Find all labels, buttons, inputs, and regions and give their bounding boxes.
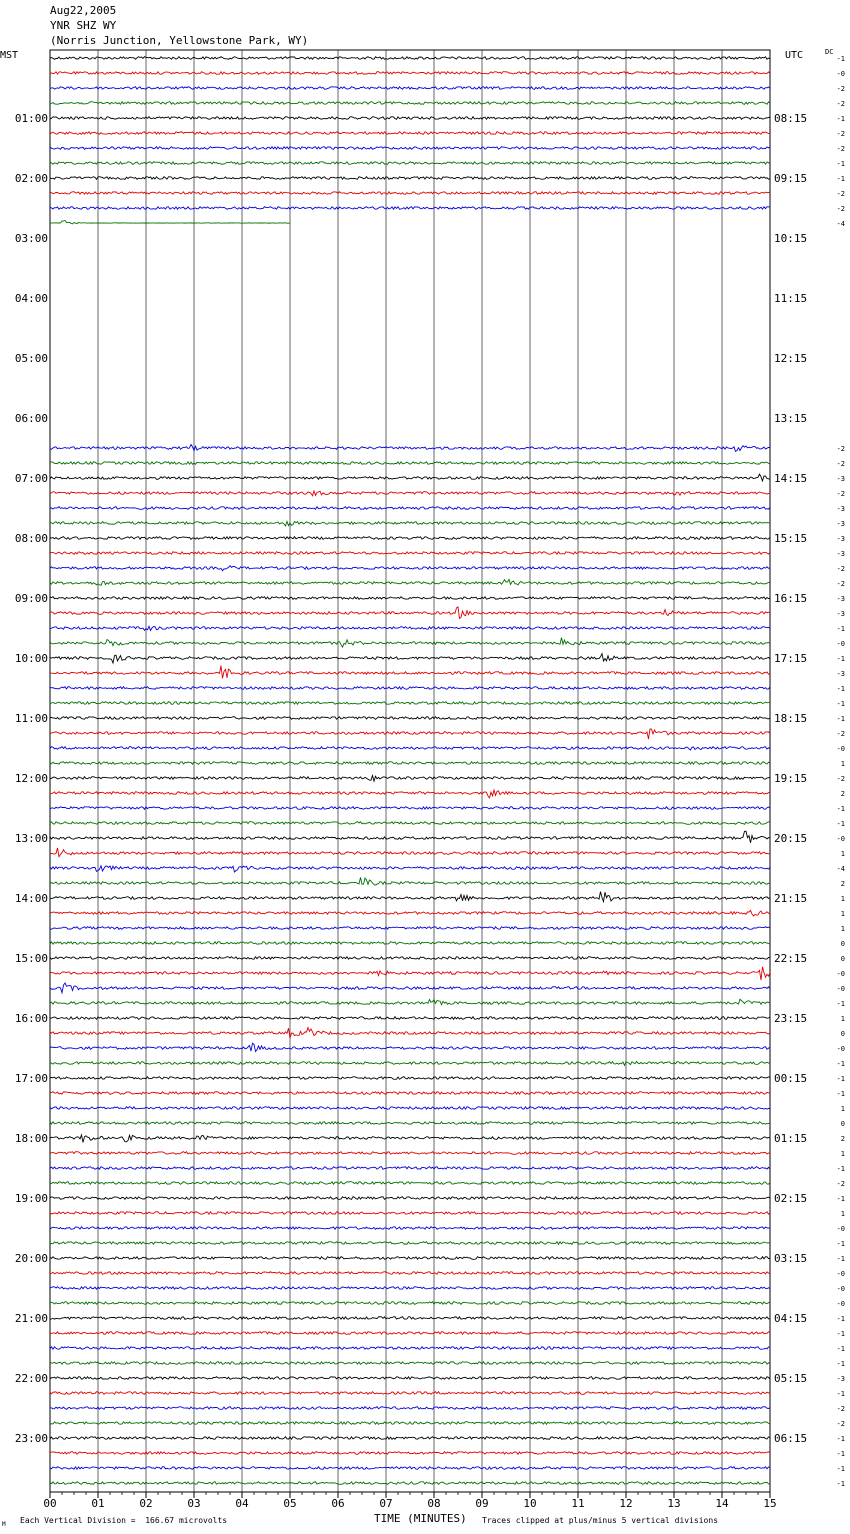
- dc-offset-label: 1: [840, 760, 845, 768]
- mst-tick-label: 07:00: [14, 472, 48, 485]
- left-axis-title: MST: [0, 50, 19, 61]
- dc-offset-label: -2: [836, 100, 845, 108]
- utc-tick-label: 16:15: [774, 592, 808, 605]
- trace-67: [50, 1061, 770, 1065]
- x-tick-label: 12: [619, 1497, 633, 1510]
- trace-57: [50, 910, 770, 916]
- dc-offset-label: -1: [836, 1465, 845, 1473]
- dc-offset-label: 0: [840, 1030, 845, 1038]
- dc-offset-label: -3: [836, 1375, 845, 1383]
- trace-28: [50, 474, 770, 481]
- utc-tick-label: 13:15: [774, 412, 808, 425]
- trace-71: [50, 1122, 770, 1125]
- x-tick-label: 06: [331, 1497, 345, 1510]
- trace-9: [50, 192, 770, 195]
- trace-72: [50, 1135, 770, 1143]
- dc-offset-label: -1: [836, 1000, 845, 1008]
- trace-36: [50, 597, 770, 600]
- dc-offset-label: -1: [836, 1255, 845, 1263]
- trace-34: [50, 566, 770, 571]
- dc-offset-label: -2: [836, 85, 845, 93]
- dc-offset-label: -2: [836, 1405, 845, 1413]
- x-tick-label: 03: [187, 1497, 201, 1510]
- dc-offset-label: -2: [836, 775, 845, 783]
- mst-tick-label: 15:00: [14, 952, 48, 965]
- dc-offset-label: 1: [840, 1015, 845, 1023]
- trace-65: [50, 1028, 770, 1039]
- dc-offset-label: -1: [836, 1240, 845, 1248]
- utc-tick-label: 12:15: [774, 352, 808, 365]
- utc-tick-label: 10:15: [774, 232, 808, 245]
- utc-tick-label: 17:15: [774, 652, 808, 665]
- dc-offset-label: -1: [836, 1360, 845, 1368]
- trace-80: [50, 1257, 770, 1260]
- dc-offset-label: 0: [840, 955, 845, 963]
- trace-77: [50, 1212, 770, 1215]
- dc-offset-label: -3: [836, 670, 845, 678]
- trace-32: [50, 537, 770, 540]
- clip-note: Traces clipped at plus/minus 5 vertical divisions: [482, 1516, 719, 1525]
- dc-offset-label: 1: [840, 1150, 845, 1158]
- trace-10: [50, 207, 770, 210]
- x-tick-label: 02: [139, 1497, 153, 1510]
- dc-offset-label: 1: [840, 925, 845, 933]
- dc-offset-label: -3: [836, 595, 845, 603]
- trace-41: [50, 666, 770, 679]
- trace-6: [50, 147, 770, 150]
- trace-90: [50, 1407, 770, 1410]
- dc-offset-label: -1: [836, 700, 845, 708]
- trace-74: [50, 1167, 770, 1170]
- dc-offset-label: -1: [836, 1435, 845, 1443]
- trace-31: [50, 521, 770, 526]
- utc-tick-label: 11:15: [774, 292, 808, 305]
- trace-93: [50, 1452, 770, 1455]
- utc-tick-label: 22:15: [774, 952, 808, 965]
- trace-58: [50, 927, 770, 930]
- trace-51: [50, 822, 770, 825]
- trace-44: [50, 717, 770, 720]
- x-tick-label: 09: [475, 1497, 489, 1510]
- trace-73: [50, 1152, 770, 1155]
- dc-offset-label: -1: [836, 1345, 845, 1353]
- dc-offset-label: -1: [836, 1315, 845, 1323]
- dc-offset-label: -0: [836, 70, 845, 78]
- mst-tick-label: 13:00: [14, 832, 48, 845]
- trace-83: [50, 1302, 770, 1305]
- trace-87: [50, 1362, 770, 1365]
- mst-tick-label: 22:00: [14, 1372, 48, 1385]
- utc-tick-label: 21:15: [774, 892, 808, 905]
- trace-35: [50, 579, 770, 585]
- dc-offset-label: -1: [836, 1450, 845, 1458]
- dc-offset-label: -0: [836, 1270, 845, 1278]
- dc-offset-label: -1: [836, 1060, 845, 1068]
- trace-85: [50, 1332, 770, 1335]
- dc-offset-label: -3: [836, 520, 845, 528]
- dc-offset-label: 0: [840, 1120, 845, 1128]
- mst-tick-label: 08:00: [14, 532, 48, 545]
- mst-tick-label: 21:00: [14, 1312, 48, 1325]
- trace-38: [50, 626, 770, 630]
- trace-40: [50, 654, 770, 663]
- trace-95: [50, 1482, 770, 1485]
- dc-offset-label: -2: [836, 730, 845, 738]
- trace-64: [50, 1017, 770, 1020]
- dc-offset-label: -0: [836, 745, 845, 753]
- trace-79: [50, 1242, 770, 1245]
- trace-66: [50, 1043, 770, 1051]
- trace-49: [50, 790, 770, 798]
- trace-33: [50, 552, 770, 555]
- dc-offset-label: -1: [836, 1075, 845, 1083]
- trace-76: [50, 1197, 770, 1200]
- x-tick-label: 10: [523, 1497, 537, 1510]
- trace-69: [50, 1092, 770, 1095]
- utc-tick-label: 18:15: [774, 712, 808, 725]
- utc-tick-label: 09:15: [774, 172, 808, 185]
- x-tick-label: 14: [715, 1497, 729, 1510]
- trace-4: [50, 117, 770, 120]
- dc-offset-label: 1: [840, 1210, 845, 1218]
- dc-offset-label: -3: [836, 550, 845, 558]
- dc-offset-label: -1: [836, 1165, 845, 1173]
- trace-88: [50, 1377, 770, 1380]
- dc-offset-label: -1: [836, 55, 845, 63]
- dc-offset-label: -0: [836, 1285, 845, 1293]
- mst-tick-label: 03:00: [14, 232, 48, 245]
- dc-offset-label: -2: [836, 205, 845, 213]
- trace-11: [50, 220, 290, 224]
- x-tick-label: 01: [91, 1497, 105, 1510]
- trace-75: [50, 1182, 770, 1185]
- trace-8: [50, 177, 770, 180]
- mst-tick-label: 23:00: [14, 1432, 48, 1445]
- utc-tick-label: 03:15: [774, 1252, 808, 1265]
- trace-27: [50, 462, 770, 465]
- mst-tick-label: 18:00: [14, 1132, 48, 1145]
- dc-offset-label: -0: [836, 1300, 845, 1308]
- dc-offset-label: 2: [840, 790, 845, 798]
- dc-offset-label: -1: [836, 1330, 845, 1338]
- utc-tick-label: 06:15: [774, 1432, 808, 1445]
- utc-tick-label: 01:15: [774, 1132, 808, 1145]
- dc-offset-label: 0: [840, 940, 845, 948]
- mst-tick-label: 04:00: [14, 292, 48, 305]
- trace-81: [50, 1272, 770, 1275]
- trace-82: [50, 1287, 770, 1290]
- x-axis-title: TIME (MINUTES): [374, 1512, 467, 1525]
- trace-39: [50, 638, 770, 648]
- corner-mark: M: [2, 1521, 6, 1528]
- trace-78: [50, 1227, 770, 1230]
- plot-frame: [50, 50, 770, 1492]
- mst-tick-label: 14:00: [14, 892, 48, 905]
- trace-0: [50, 57, 770, 60]
- trace-61: [50, 967, 770, 980]
- trace-92: [50, 1437, 770, 1440]
- mst-tick-label: 06:00: [14, 412, 48, 425]
- x-tick-label: 15: [763, 1497, 777, 1510]
- trace-54: [50, 866, 770, 872]
- dc-offset-label: -0: [836, 835, 845, 843]
- utc-tick-label: 02:15: [774, 1192, 808, 1205]
- trace-5: [50, 132, 770, 135]
- dc-offset-label: -2: [836, 190, 845, 198]
- dc-offset-label: -1: [836, 1195, 845, 1203]
- x-tick-label: 08: [427, 1497, 441, 1510]
- x-tick-label: 00: [43, 1497, 57, 1510]
- dc-label: DC: [825, 48, 834, 56]
- trace-43: [50, 702, 770, 705]
- trace-89: [50, 1392, 770, 1395]
- dc-offset-label: -2: [836, 580, 845, 588]
- dc-offset-label: -1: [836, 1480, 845, 1488]
- dc-offset-label: -3: [836, 610, 845, 618]
- mst-tick-label: 16:00: [14, 1012, 48, 1025]
- trace-86: [50, 1347, 770, 1350]
- dc-offset-label: -3: [836, 475, 845, 483]
- trace-84: [50, 1317, 770, 1320]
- dc-offset-label: -1: [836, 715, 845, 723]
- mst-tick-label: 11:00: [14, 712, 48, 725]
- right-axis-title: UTC: [785, 50, 804, 61]
- dc-offset-label: -1: [836, 175, 845, 183]
- mst-tick-label: 10:00: [14, 652, 48, 665]
- trace-47: [50, 762, 770, 765]
- utc-tick-label: 08:15: [774, 112, 808, 125]
- x-tick-label: 07: [379, 1497, 393, 1510]
- dc-offset-label: -1: [836, 115, 845, 123]
- trace-7: [50, 162, 770, 165]
- utc-tick-label: 05:15: [774, 1372, 808, 1385]
- trace-42: [50, 687, 770, 690]
- trace-62: [50, 983, 770, 993]
- dc-offset-label: 1: [840, 910, 845, 918]
- x-tick-label: 11: [571, 1497, 585, 1510]
- dc-offset-label: -4: [836, 220, 845, 228]
- trace-55: [50, 877, 770, 885]
- header-date: Aug22,2005: [50, 4, 117, 17]
- trace-26: [50, 445, 770, 452]
- trace-56: [50, 892, 770, 902]
- dc-offset-label: -2: [836, 130, 845, 138]
- header-location: (Norris Junction, Yellowstone Park, WY): [50, 34, 309, 47]
- mst-tick-label: 05:00: [14, 352, 48, 365]
- trace-91: [50, 1422, 770, 1425]
- dc-offset-label: -1: [836, 1090, 845, 1098]
- mst-tick-label: 01:00: [14, 112, 48, 125]
- utc-tick-label: 15:15: [774, 532, 808, 545]
- dc-offset-label: -1: [836, 1390, 845, 1398]
- dc-offset-label: -0: [836, 970, 845, 978]
- dc-offset-label: -0: [836, 640, 845, 648]
- dc-offset-label: -2: [836, 490, 845, 498]
- trace-37: [50, 607, 770, 619]
- dc-offset-label: 1: [840, 895, 845, 903]
- dc-offset-label: 1: [840, 1105, 845, 1113]
- trace-29: [50, 491, 770, 496]
- dc-offset-label: -1: [836, 685, 845, 693]
- dc-offset-label: -1: [836, 820, 845, 828]
- dc-offset-label: -0: [836, 985, 845, 993]
- trace-50: [50, 807, 770, 810]
- mst-tick-label: 09:00: [14, 592, 48, 605]
- dc-offset-label: 1: [840, 850, 845, 858]
- trace-68: [50, 1077, 770, 1080]
- dc-offset-label: 2: [840, 880, 845, 888]
- dc-offset-label: -2: [836, 460, 845, 468]
- dc-offset-label: -0: [836, 1225, 845, 1233]
- mst-tick-label: 20:00: [14, 1252, 48, 1265]
- dc-offset-label: -0: [836, 1045, 845, 1053]
- utc-tick-label: 00:15: [774, 1072, 808, 1085]
- x-tick-label: 13: [667, 1497, 681, 1510]
- trace-46: [50, 747, 770, 750]
- trace-94: [50, 1467, 770, 1470]
- trace-2: [50, 87, 770, 90]
- trace-60: [50, 957, 770, 960]
- trace-1: [50, 72, 770, 75]
- utc-tick-label: 20:15: [774, 832, 808, 845]
- utc-tick-label: 19:15: [774, 772, 808, 785]
- trace-48: [50, 776, 770, 782]
- dc-offset-label: -2: [836, 445, 845, 453]
- dc-offset-label: -1: [836, 160, 845, 168]
- dc-offset-label: -2: [836, 1180, 845, 1188]
- mst-tick-label: 19:00: [14, 1192, 48, 1205]
- trace-59: [50, 942, 770, 945]
- mst-tick-label: 12:00: [14, 772, 48, 785]
- trace-45: [50, 729, 770, 739]
- dc-offset-label: -3: [836, 535, 845, 543]
- dc-offset-label: -1: [836, 805, 845, 813]
- x-tick-label: 05: [283, 1497, 297, 1510]
- dc-offset-label: -3: [836, 505, 845, 513]
- trace-53: [50, 848, 770, 857]
- dc-offset-label: -1: [836, 655, 845, 663]
- trace-52: [50, 831, 770, 843]
- trace-63: [50, 999, 770, 1004]
- header-station: YNR SHZ WY: [50, 19, 117, 32]
- dc-offset-label: -2: [836, 1420, 845, 1428]
- dc-offset-label: -1: [836, 625, 845, 633]
- dc-offset-label: -2: [836, 145, 845, 153]
- utc-tick-label: 14:15: [774, 472, 808, 485]
- dc-offset-label: 2: [840, 1135, 845, 1143]
- dc-offset-label: -4: [836, 865, 845, 873]
- dc-offset-label: -2: [836, 565, 845, 573]
- trace-30: [50, 507, 770, 510]
- mst-tick-label: 17:00: [14, 1072, 48, 1085]
- x-tick-label: 04: [235, 1497, 249, 1510]
- mst-tick-label: 02:00: [14, 172, 48, 185]
- vertical-division-note: Each Vertical Division = 166.67 microvolts: [20, 1516, 228, 1525]
- trace-3: [50, 102, 770, 105]
- utc-tick-label: 23:15: [774, 1012, 808, 1025]
- utc-tick-label: 04:15: [774, 1312, 808, 1325]
- trace-70: [50, 1107, 770, 1110]
